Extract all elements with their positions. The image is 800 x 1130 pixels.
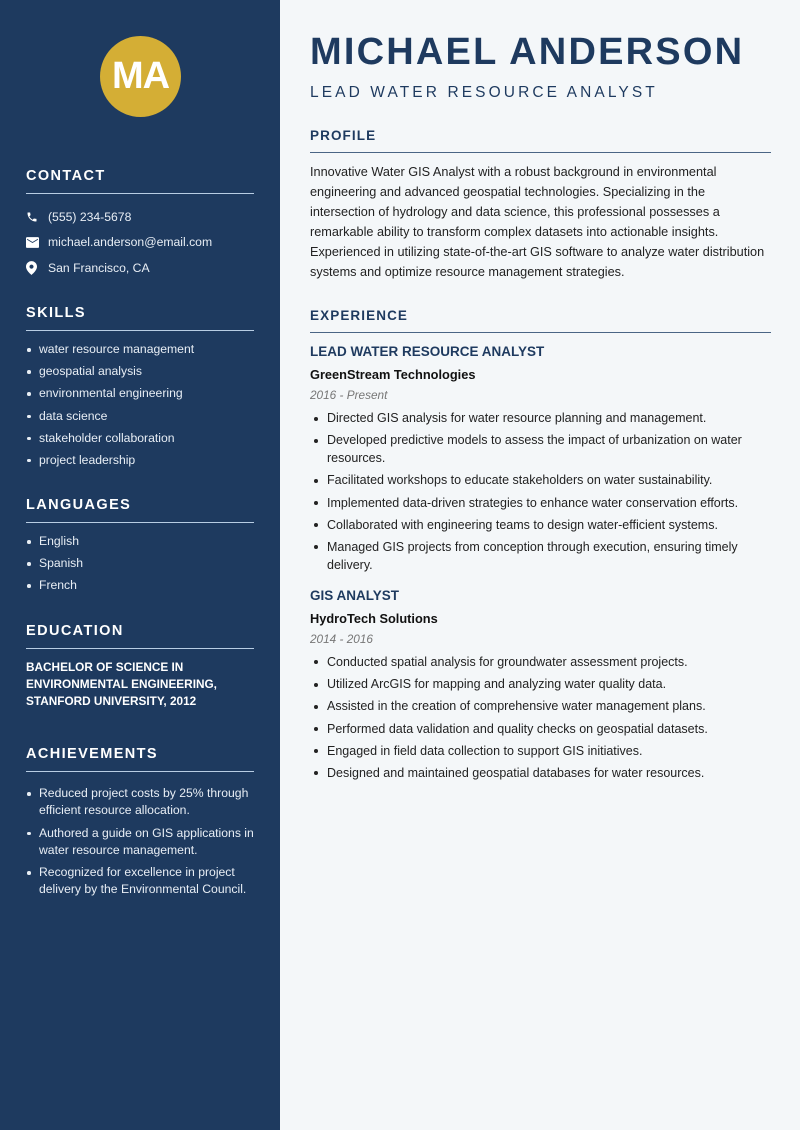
contact-email-text: michael.anderson@email.com bbox=[48, 235, 213, 250]
languages-heading: LANGUAGES bbox=[26, 497, 254, 523]
avatar bbox=[100, 36, 181, 117]
achievement-item: Recognized for excellence in project delivery by the Environmental Council. bbox=[26, 864, 254, 898]
language-item: Spanish bbox=[26, 555, 254, 572]
email-icon bbox=[26, 237, 48, 248]
experience-section bbox=[310, 308, 771, 786]
languages-list bbox=[26, 533, 254, 594]
skill-item: geospatial analysis bbox=[26, 363, 254, 380]
skills-list bbox=[26, 341, 254, 469]
job-bullets bbox=[310, 653, 771, 782]
profile-summary: Innovative Water GIS Analyst with a robust background in environmental engineering and advanced geospatial technologies. Specializing in the intersection of hydrology and data science, this professional possesses a remarkable ability to transform complex datasets into actionable insights. Experienced in utilizing state-of-the-art GIS software to analyze water distribution systems and optimize resource management strategies. bbox=[310, 165, 765, 279]
language-item: French bbox=[26, 577, 254, 594]
job-entry bbox=[310, 588, 771, 782]
phone-icon bbox=[26, 211, 48, 223]
profile-heading: PROFILE bbox=[310, 128, 771, 153]
candidate-name: MICHAEL ANDERSON bbox=[310, 31, 745, 73]
achievement-item: Authored a guide on GIS applications in water resource management. bbox=[26, 825, 254, 859]
achievements-heading: ACHIEVEMENTS bbox=[26, 746, 254, 772]
avatar-initials: MA bbox=[111, 55, 170, 97]
job-dates: 2016 - Present bbox=[310, 388, 388, 402]
achievements-section bbox=[26, 746, 254, 904]
job-bullet: Developed predictive models to assess the impact of urbanization on water resources. bbox=[310, 431, 771, 467]
job-bullet: Engaged in field data collection to support GIS initiatives. bbox=[310, 742, 771, 760]
job-bullet: Facilitated workshops to educate stakeholders on water sustainability. bbox=[310, 471, 771, 489]
job-bullet: Conducted spatial analysis for groundwater assessment projects. bbox=[310, 653, 771, 671]
education-section bbox=[26, 623, 254, 710]
sidebar bbox=[0, 0, 280, 1130]
job-bullet: Assisted in the creation of comprehensive water management plans. bbox=[310, 697, 771, 715]
skill-item: stakeholder collaboration bbox=[26, 430, 254, 447]
achievements-list bbox=[26, 785, 254, 898]
candidate-title: LEAD WATER RESOURCE ANALYST bbox=[310, 84, 658, 101]
education-heading: EDUCATION bbox=[26, 623, 254, 649]
job-title: GIS ANALYST bbox=[310, 587, 400, 603]
job-bullet: Designed and maintained geospatial databases for water resources. bbox=[310, 764, 771, 782]
contact-location bbox=[26, 255, 254, 281]
location-pin-icon bbox=[26, 261, 48, 275]
language-item: English bbox=[26, 533, 254, 550]
achievement-item: Reduced project costs by 25% through efficient resource allocation. bbox=[26, 785, 254, 819]
skill-item: project leadership bbox=[26, 452, 254, 469]
job-bullets bbox=[310, 409, 771, 574]
skills-heading: SKILLS bbox=[26, 305, 254, 331]
job-bullet: Collaborated with engineering teams to design water-efficient systems. bbox=[310, 516, 771, 534]
skills-section bbox=[26, 305, 254, 474]
job-company: GreenStream Technologies bbox=[310, 367, 476, 382]
job-company: HydroTech Solutions bbox=[310, 610, 438, 626]
languages-section bbox=[26, 497, 254, 600]
skill-item: environmental engineering bbox=[26, 385, 254, 402]
contact-heading: CONTACT bbox=[26, 168, 254, 194]
profile-section bbox=[310, 128, 771, 282]
job-entry bbox=[310, 344, 771, 574]
job-dates: 2014 - 2016 bbox=[310, 631, 373, 646]
contact-email bbox=[26, 230, 254, 256]
job-bullet: Managed GIS projects from conception through execution, ensuring timely delivery. bbox=[310, 538, 771, 574]
job-bullet: Performed data validation and quality checks on geospatial datasets. bbox=[310, 720, 771, 738]
skill-item: water resource management bbox=[26, 341, 254, 358]
job-bullet: Utilized ArcGIS for mapping and analyzing water quality data. bbox=[310, 675, 771, 693]
education-degree: BACHELOR OF SCIENCE IN ENVIRONMENTAL ENGINEERING, STANFORD UNIVERSITY, 2012 bbox=[26, 660, 217, 708]
job-bullet: Directed GIS analysis for water resource planning and management. bbox=[310, 409, 771, 427]
contact-phone-text: (555) 234-5678 bbox=[48, 209, 132, 224]
job-title: LEAD WATER RESOURCE ANALYST bbox=[310, 344, 545, 359]
contact-location-text: San Francisco, CA bbox=[48, 260, 150, 275]
job-bullet: Implemented data-driven strategies to enhance water conservation efforts. bbox=[310, 494, 771, 512]
skill-item: data science bbox=[26, 408, 254, 425]
experience-heading: EXPERIENCE bbox=[310, 308, 771, 333]
contact-section bbox=[26, 168, 254, 281]
contact-phone bbox=[26, 204, 254, 230]
